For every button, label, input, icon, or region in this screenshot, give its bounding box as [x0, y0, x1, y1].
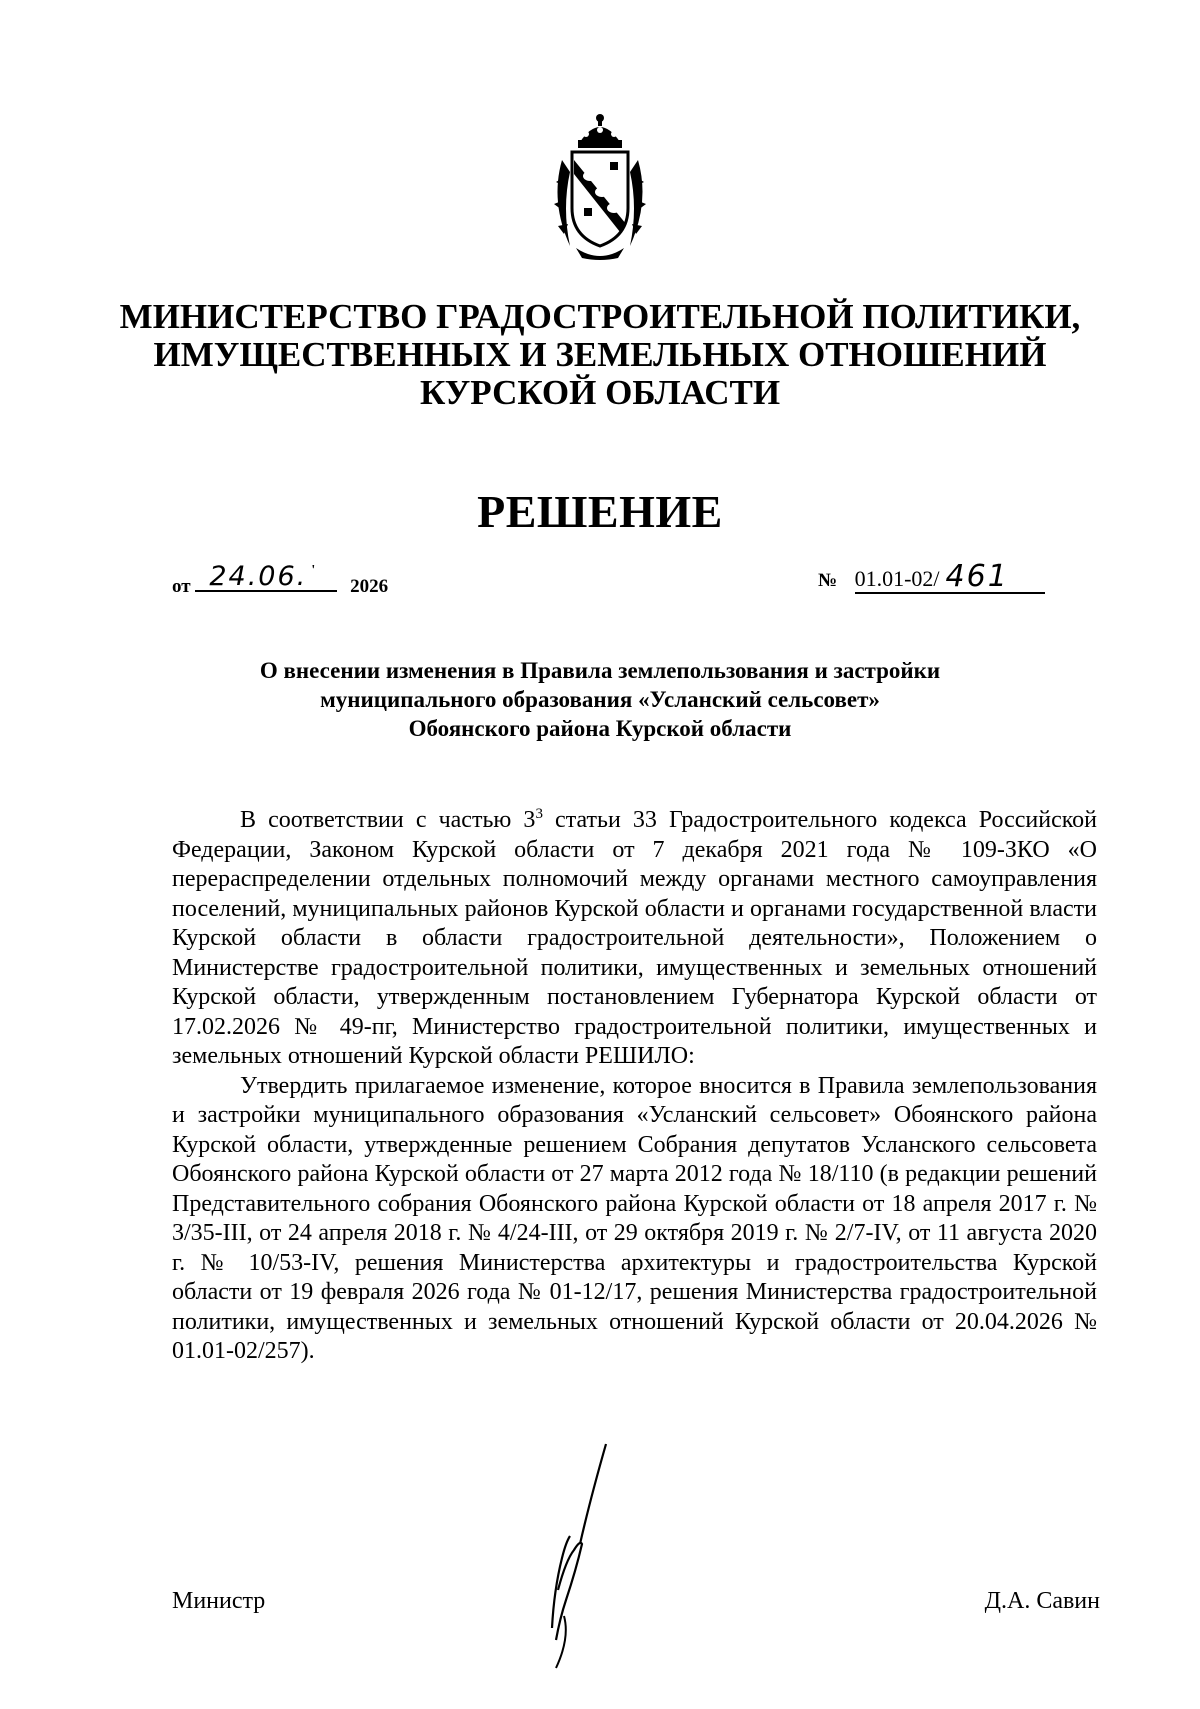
number-sign: № [818, 570, 838, 591]
ministry-name [100, 298, 1100, 412]
handwritten-signature [540, 1440, 640, 1670]
subject-line: муниципального образования «Усланский сельсовет» [320, 687, 880, 712]
number-printed: 01.01-02/ [854, 566, 940, 591]
number-value [854, 559, 1045, 594]
document-number [818, 559, 1045, 594]
ministry-name-line: МИНИСТЕРСТВО ГРАДОСТРОИТЕЛЬНОЙ ПОЛИТИКИ, [119, 297, 1081, 336]
document-body [172, 806, 1097, 1367]
document-type-title: РЕШЕНИЕ [477, 486, 723, 537]
body-paragraph-decision: Утвердить прилагаемое изменение, которое вносится в Правила землепользования и застройки муниципального образования «Усланский сельсовет» Обоянского района Курской области, утвержденные решением Собрания депутатов Усланского сельсовета Обоянского района Курской области от 27 марта 2012 года № 18/110 (в редакции решений Представительного собрания Обоянского района Курской области от 18 апреля 2017 г. № 3/35-III, от 24 апреля 2018 г. № 4/24-III, от 29 октября 2019 г. № 2/7-IV, от 11 августа 2020 г. № 10/53-IV, решения Министерства архитектуры и градостроительства Курской области от 19 февраля 2026 года № 01-12/17, решения Министерства градостроительной политики, имущественных и земельных отношений Курской области от 20.04.2026 № 01.01-02/257). [172, 1072, 1097, 1364]
subject-line: Обоянского района Курской области [408, 716, 792, 741]
date-blank: 24.06. ' [195, 564, 337, 592]
subject-line: О внесении изменения в Правила землепользования и застройки [259, 658, 941, 683]
ministry-name-line: ИМУЩЕСТВЕННЫХ И ЗЕМЕЛЬНЫХ ОТНОШЕНИЙ [153, 335, 1047, 374]
ministry-name-line: КУРСКОЙ ОБЛАСТИ [419, 373, 781, 412]
kursk-region-coat-of-arms-icon [548, 112, 652, 264]
handwritten-date: 24.06. [209, 561, 308, 592]
signatory-title: Министр [172, 1588, 266, 1614]
body-paragraph-preamble: В соответствии с частью $3^3$ статьи 33 Градостроительного кодекса Российской Федерации, Законом Курской области от 7 декабря 2021 года № 109-ЗКО «О перераспределении отдельных полномочий между органами местного самоуправления поселений, муниципальных районов Курской области и органами государственной власти Курской области в области градостроительной деятельности», Положением о Министерстве градостроительной политики, имущественных и земельных отношений Курской области, утвержденным постановлением Губернатора Курской области от 17.02.2026 № 49-пг, Министерство градостроительной политики, имущественных и земельных отношений Курской области РЕШИЛО: [172, 806, 1098, 1069]
date-year: 2026 [350, 576, 389, 597]
date-prefix: от [172, 576, 191, 597]
handwritten-number: 461 [945, 559, 1009, 594]
superscript: 3 [535, 806, 543, 822]
signatory-name: Д.А. Савин [984, 1588, 1100, 1614]
document-subject [150, 656, 1050, 743]
document-date [172, 561, 389, 600]
